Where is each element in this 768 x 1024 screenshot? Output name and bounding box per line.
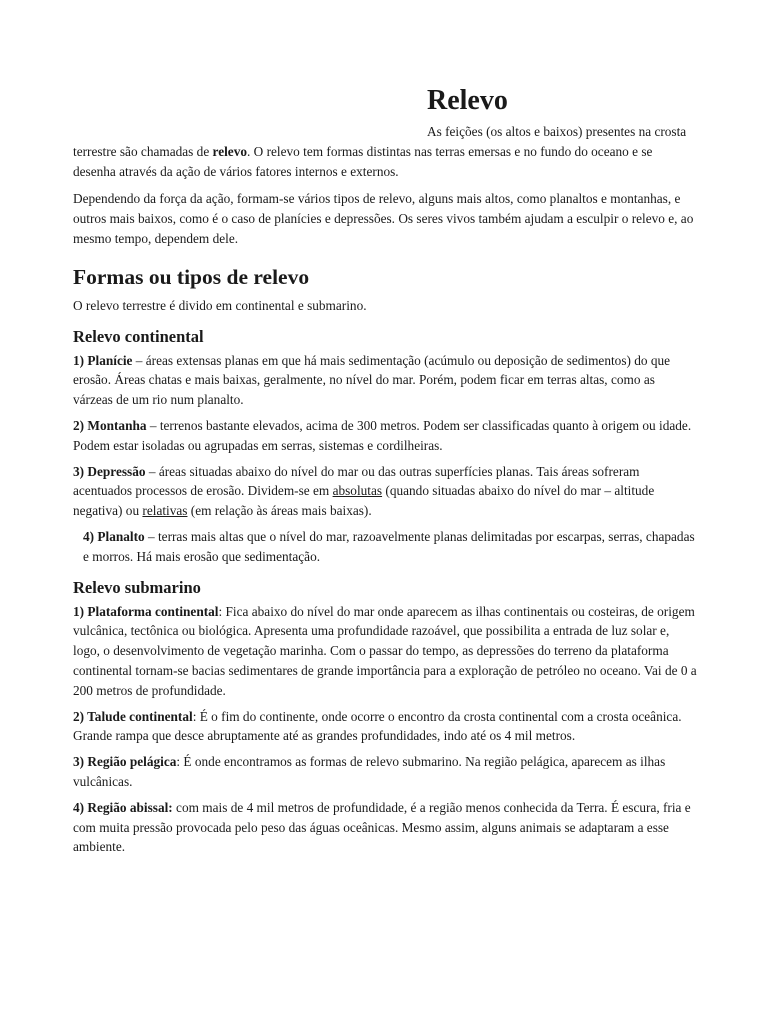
item-text: – terrenos bastante elevados, acima de 300 metros. Podem ser classificadas quanto à origem ou idade. Podem estar isoladas ou agrupadas em serras, sistemas e cordilheiras. xyxy=(73,417,692,453)
document-body xyxy=(73,82,697,857)
intro-keyword: relevo xyxy=(212,143,248,159)
item-text: : É o fim do continente, onde ocorre o encontro da crosta continental com a crosta oceânica. Grande rampa que desce abruptamente até as grandes profundidades, indo até os 4 mil metros. xyxy=(73,708,682,744)
item-label: 1) Plataforma continental xyxy=(73,603,219,619)
link-absolutas[interactable]: absolutas xyxy=(332,483,383,499)
item-label: 2) Montanha xyxy=(73,417,147,433)
list-item-pelagica xyxy=(73,752,697,792)
list-item-plataforma xyxy=(73,602,697,701)
page-title: Relevo xyxy=(427,85,508,116)
item-text: (quando situadas abaixo do nível do mar – altitude negativa) ou xyxy=(73,483,655,519)
item-label: 1) Planície xyxy=(73,352,133,368)
item-text: – terras mais altas que o nível do mar, razoavelmente planas delimitadas por escarpas, serras, chapadas e morros. Há mais erosão que sedimentação. xyxy=(83,528,695,564)
item-label: 3) Região pelágica xyxy=(73,754,177,770)
list-item-abissal xyxy=(73,798,697,857)
item-text: : É onde encontramos as formas de relevo submarino. Na região pelágica, aparecem as ilhas vulcânicas. xyxy=(73,754,666,789)
item-text: (em relação às áreas mais baixas). xyxy=(187,503,372,519)
item-text: com mais de 4 mil metros de profundidade, é a região menos conhecida da Terra. É escura, fria e com muita pressão provocada pelo peso das águas oceânicas. Mesmo assim, alguns animais se adaptaram a esse ambiente. xyxy=(73,799,691,855)
item-text: : Fica abaixo do nível do mar onde aparecem as ilhas continentais ou costeiras, de origem vulcânica, tectônica ou biológica. Apresenta uma profundidade razoável, que possibilita a entrada de luz solar e, logo, o desenvolvimento de vegetação marinha. Com o passar do tempo, as depressões do terreno da plataforma continental tornam-se bacias sedimentares de grande importância para a exploração de petróleo no oceano. Vai de 0 a 200 metros de profundidade. xyxy=(73,603,697,698)
list-item-planicie xyxy=(73,351,697,410)
intro-paragraph-1 xyxy=(73,122,697,181)
item-text: – áreas situadas abaixo do nível do mar ou das outras superfícies planas. Tais áreas sofreram acentuados processos de erosão. Dividem-se em xyxy=(73,463,640,499)
intro-text: . O relevo tem formas distintas nas terras emersas e no fundo do oceano e se desenha através da ação de vários fatores internos e externos. xyxy=(73,143,653,179)
item-label: 3) Depressão xyxy=(73,463,146,479)
list-item-depressao xyxy=(73,462,697,521)
subsection-heading-continental: Relevo continental xyxy=(73,326,204,346)
section-heading-forms: Formas ou tipos de relevo xyxy=(73,264,310,289)
list-item-montanha xyxy=(73,416,697,456)
intro-paragraph-2: Dependendo da força da ação, formam-se vários tipos de relevo, alguns mais altos, como planaltos e montanhas, e outros mais baixos, como é o caso de planícies e depressões. Os seres vivos também ajudam a esculpir o relevo e, ao mesmo tempo, dependem dele. xyxy=(73,191,694,246)
list-item-planalto xyxy=(73,527,697,567)
subsection-heading-submarino: Relevo submarino xyxy=(73,577,201,597)
item-label: 2) Talude continental xyxy=(73,708,193,724)
link-relativas[interactable]: relativas xyxy=(142,503,188,519)
item-text: – áreas extensas planas em que há mais sedimentação (acúmulo ou deposição de sedimentos) do que erosão. Áreas chatas e mais baixas, geralmente, no nível do mar. Porém, podem ficar em terras altas, como as várzeas de um rio num planalto. xyxy=(73,352,671,408)
forms-paragraph: O relevo terrestre é divido em continental e submarino. xyxy=(73,297,367,313)
item-label: 4) Planalto xyxy=(83,528,145,544)
item-label: 4) Região abissal: xyxy=(73,799,173,815)
intro-text: As feições (os altos e baixos) presentes na crosta terrestre são chamadas de xyxy=(73,124,687,159)
list-item-talude xyxy=(73,707,697,747)
